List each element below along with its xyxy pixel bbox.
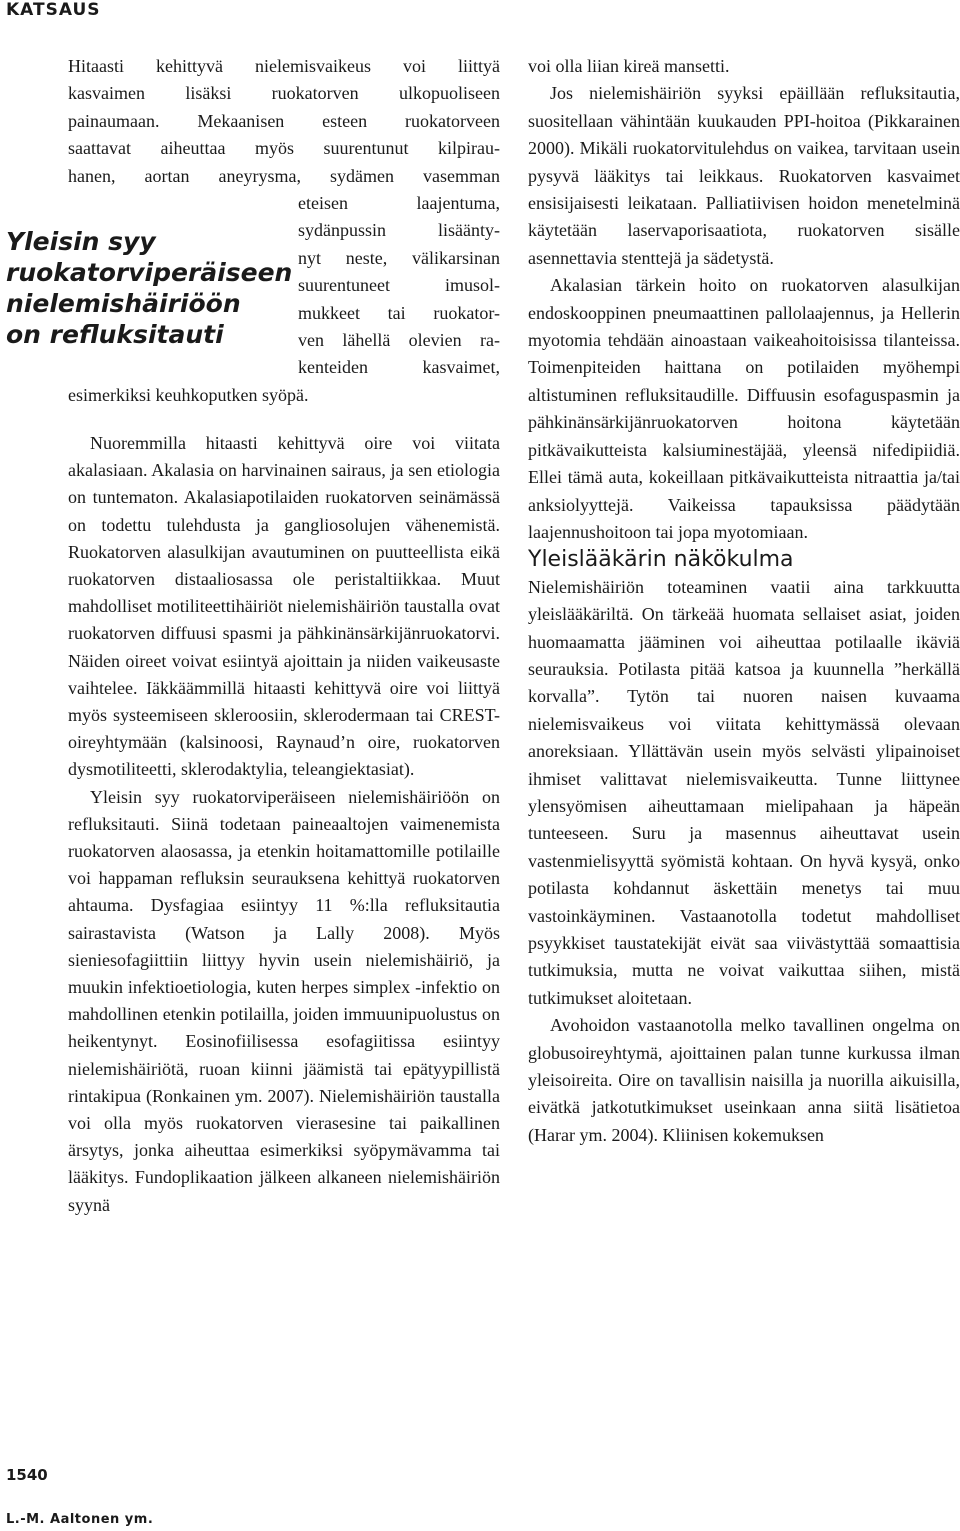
author-footer: L.-M. Aaltonen ym. bbox=[6, 1512, 154, 1527]
paragraph: Nielemishäiriön toteaminen vaatii aina tarkkuutta yleislääkäriltä. On tärkeää huomata sellaiset asiat, joiden huomaamatta jääminen voi aiheuttaa potilaalle ikäviä seurauksia. Potilasta pitää katsoa ja kuunnella ”herkällä korvalla”. Tytön tai nuoren naisen kuvaama nielemisvaikeus voi viitata kehittymässä olevaan anoreksiaan. Yllättävän usein myös selvästi ylipainoiset ihmiset valittavat nielemisvaikeutta. Tunne liittynee ylensyömisen aiheuttamaan mielipahaan ja häpeän tunteeseen. Suru ja masennus aiheuttavat usein vastenmielisyyttä syömistä kohtaan. On hyvä kysyä, onko potilasta kohdannut äskettäin menetys tai muu vastoinkäyminen. Vastaanotolla todetut mahdolliset psyykkiset taustatekijät eivät saa viivästyttää somaattisia tutkimuksia, mutta ne voivat vaikuttaa siihen, mistä tutkimukset aloitetaan. bbox=[528, 576, 960, 1008]
text-line: kasvaimen lisäksi ruokatorven ulkopuoliseen bbox=[68, 83, 500, 104]
pull-quote: Yleisin syy ruokatorviperäiseen nielemishäiriöön on refluksitauti bbox=[6, 227, 293, 349]
text-line: kenteiden kasvaimet, bbox=[298, 357, 500, 378]
page-number: 1540 bbox=[6, 1466, 48, 1484]
text-line: nyt neste, välikarsinan bbox=[298, 247, 500, 268]
text-line: esimerkiksi keuhkoputken syöpä. bbox=[68, 384, 309, 405]
paragraph: Nuoremmilla hitaasti kehittyvä oire voi viitata akalasiaan. Akalasia on harvinainen sairaus, ja sen etiologia on tuntematon. Akalasiapotilaiden ruokatorven seinämässä on todettu tulehdusta ja gangliosolujen vähenemistä. Ruokatorven alasulkijan avautuminen on puutteellista eikä ruokatorven distaaliosassa ole peristaltiikkaa. Muut mahdolliset motiliteettihäiriöt nielemishäiriön taustalla ovat ruokatorven diffuusi spasmi ja pähkinänsärkijänruokatorvi. Näiden oireet voivat esiintyä ajoittain ja niiden vaikeusaste vaihtelee. Iäkkäämmillä hitaasti kehittyvä oire voi liittyä myös systeemiseen skleroosiin, sklerodermaan tai CREST-oireyhtymään (kalsinoosi, Raynaud’n oire, ruokatorven dysmotiliteetti, sklerodaktylia, teleangiektasiat). bbox=[68, 433, 500, 780]
text-line: hanen, aortan aneyrysma, sydämen vasemman bbox=[68, 165, 500, 186]
paragraph-wrapped bbox=[68, 53, 500, 409]
paragraph: Avohoidon vastaanotolla melko tavallinen ongelma on globusoireyhtymä, ajoittainen palan tunne kurkussa ilman yleisoireita. Oire on tavallisin naisilla ja nuorilla aikuisilla, eivätkä jatkotutkimukset useinkaan anna siitä lisätietoa (Harar ym. 2004). Kliinisen kokemuksen bbox=[528, 1015, 960, 1145]
text-line: painaumaan. Mekaanisen esteen ruokatorveen bbox=[68, 110, 500, 131]
text-line: saattavat aiheuttaa myös suurentunut kilpirau- bbox=[68, 138, 500, 159]
paragraph: Akalasian tärkein hoito on ruokatorven alasulkijan endoskooppinen pneumaattinen pallolaajennus, ja Hellerin myotomia tehdään ainoastaan vaikeahoitoisissa tilanteissa. Toimenpiteiden haittana on potilaiden myöhempi altistuminen refluksitaudille. Diffuusin esofaguspasmin ja pähkinänsärkijänruokatorven hoitona käytetään pitkävaikutteista kalsiuminestäjää, yleensä nifedipiidiä. Ellei tämä auta, kokeillaan pitkävaikutteista nitraattia ja/tai anksiolyyttejä. Vaikeissa tapauksissa päädytään laajennushoitoon tai jopa myotomiaan. bbox=[528, 275, 960, 542]
column-right bbox=[528, 53, 960, 1149]
text-line: ven lähellä olevien ra- bbox=[298, 330, 500, 351]
text-line: suurentuneet imusol- bbox=[298, 275, 500, 296]
text-line: sydänpussin lisäänty- bbox=[298, 220, 500, 241]
section-label: KATSAUS bbox=[6, 0, 101, 20]
paragraph: Jos nielemishäiriön syyksi epäillään refluksitautia, suositellaan vähintään kuukauden PPI-hoitoa (Pikkarainen 2000). Mikäli ruokatorvitulehdus on vaikea, tarvitaan usein pysyvä lääkitys tai leikkaus. Ruokatorven kasvaimet ensisijaisesti leikataan. Palliatiivisen hoidon menetelminä käytetään laservaporisaatiota, ruokatorven sisälle asennettavia stenttejä ja sädetystä. bbox=[528, 83, 960, 268]
text-line: Hitaasti kehittyvä nielemisvaikeus voi liittyä bbox=[68, 56, 500, 76]
paragraph: voi olla liian kireä mansetti. bbox=[528, 56, 730, 76]
column-left bbox=[68, 430, 500, 1219]
paragraph: Yleisin syy ruokatorviperäiseen nielemishäiriöön on refluksitauti. Siinä todetaan paineaaltojen vaimenemista ruokatorven alaosassa, ja etenkin hoitamattomille potilaille voi happaman refluksin seurauksena kehittyä ruokatorven ahtauma. Dysfagiaa esiintyy 11 %:lla refluksitautia sairastavista (Watson ja Lally 2008). Myös sieniesofagiittiin liittyy hyvin usein nielemishäiriö, ja muukin infektioetiologia, kuten herpes simplex -infektio on mahdollinen etenkin potilailla, joiden immuunipuolustus on heikentynyt. Eosinofiilisessa esofagiitissa esiintyy nielemishäiriötä, ruoan kiinni jäämistä tai epätyypillistä rintakipua (Ronkainen ym. 2007). Nielemishäiriön taustalla voi olla myös ruokatorven vierasesine tai paikallinen ärsytys, jonka aiheuttaa esimerkiksi syöpymävamma tai lääkitys. Fundoplikaation jälkeen alkaneen nielemishäiriön syynä bbox=[68, 786, 500, 1215]
section-heading: Yleislääkärin näkökulma bbox=[528, 547, 794, 573]
text-line: mukkeet tai ruokator- bbox=[298, 302, 500, 323]
text-line: eteisen laajentuma, bbox=[298, 193, 500, 214]
